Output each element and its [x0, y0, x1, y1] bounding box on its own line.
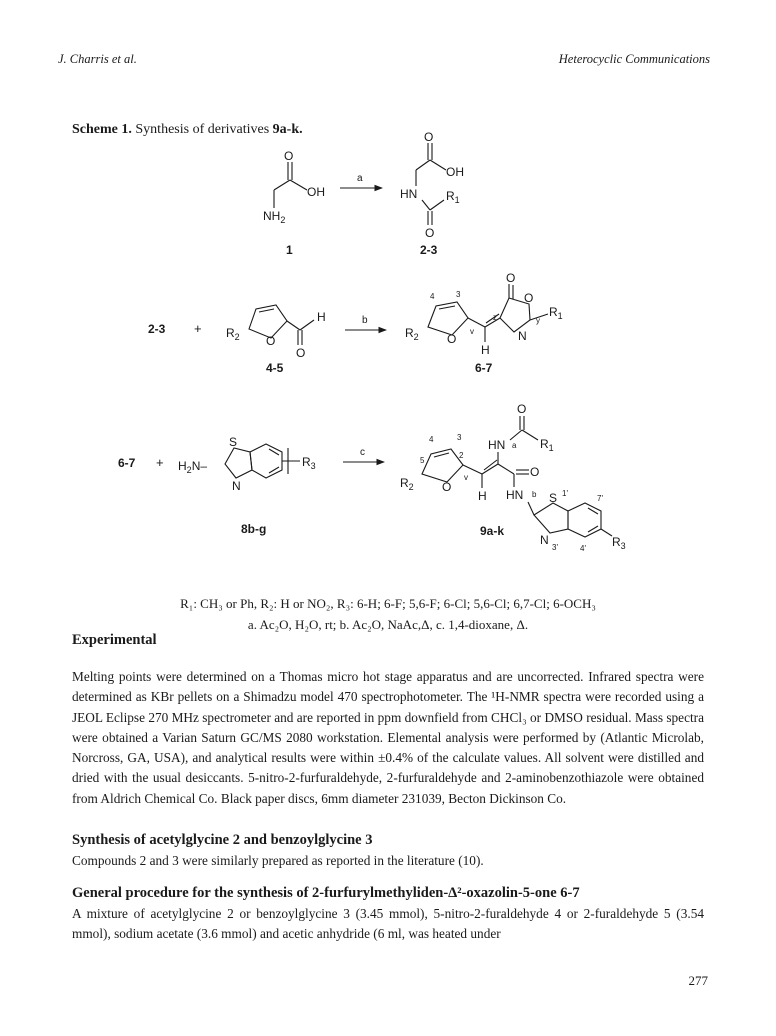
svg-text:O: O [442, 480, 452, 494]
svg-text:O: O [424, 130, 434, 144]
svg-text:O: O [506, 271, 516, 285]
running-header-journal: Heterocyclic Communications [558, 52, 710, 66]
svg-text:4': 4' [580, 544, 586, 553]
svg-text:3: 3 [456, 290, 461, 299]
svg-text:H: H [481, 343, 490, 357]
scheme-caption-text: Synthesis of derivatives [131, 122, 273, 137]
general-procedure-paragraph [72, 904, 704, 945]
svg-text:3: 3 [457, 433, 462, 442]
svg-text:4: 4 [429, 435, 434, 444]
oxazolone-structure [405, 271, 563, 357]
compound-label-4-5: 4-5 [266, 361, 284, 375]
scheme-caption-label: Scheme 1. [72, 122, 132, 137]
svg-text:R2: $R_2$ [405, 326, 419, 342]
benzothiazole-amide-structure [400, 402, 626, 553]
svg-text:O: O [266, 334, 276, 348]
svg-text:S: S [549, 491, 558, 505]
svg-text:S: S [229, 435, 238, 449]
svg-text:N: N [518, 329, 527, 343]
plus-sign-row2: + [194, 321, 202, 336]
acylglycine-structure [400, 130, 464, 240]
svg-text:R1: $R_1$ [446, 189, 460, 205]
svg-text:R3: $R_3$ [612, 535, 626, 551]
svg-text:OH: OH [446, 165, 464, 179]
general-procedure-heading: General procedure for the synthesis of 2-furfurylmethyliden-Δ²-oxazolin-5-one 6-7 [72, 885, 580, 901]
svg-text:z: z [493, 313, 497, 322]
svg-text:R3: $R_3$ [302, 455, 316, 471]
general-procedure-text: A mixture of acetylglycine 2 or benzoylglycine 3 (3.45 mmol), 5-nitro-2-furaldehyde 4 or 2-furaldehyde 5 (3.54 mmol), sodium acetate (3.6 mmol) and acetic anhydride (6 ml, was heated under [72, 906, 704, 942]
svg-text:b: b [532, 490, 537, 499]
glycine-structure [263, 149, 325, 225]
experimental-heading: Experimental [72, 632, 157, 648]
compound-label-9a-k: 9a-k [480, 524, 505, 538]
svg-text:v: v [470, 327, 474, 336]
svg-text:5: 5 [420, 456, 425, 465]
svg-text:N: N [232, 479, 241, 493]
scheme-legend-substituents: R₁: CH₃ or Ph, R₂: H or NO₂, R₃: 6-H; 6-F; 5,6-F; 6-Cl; 5,6-Cl; 6,7-Cl; 6-OCH₃ [180, 596, 596, 611]
experimental-paragraph [72, 667, 704, 809]
plus-sign-row3: + [156, 455, 164, 470]
svg-text:R1: $R_1$ [549, 305, 563, 321]
acetylglycine-heading: Synthesis of acetylglycine 2 and benzoylglycine 3 [72, 832, 373, 848]
svg-text:O: O [296, 346, 306, 360]
svg-text:4: 4 [430, 292, 435, 301]
svg-text:3': 3' [552, 543, 558, 552]
scheme-caption-compounds: 9a-k. [272, 122, 303, 137]
svg-text:R2: $R_2$ [226, 326, 240, 342]
reactant-label-2-3: 2-3 [148, 322, 166, 336]
arrow-label-c: c [360, 447, 365, 458]
aminobenzothiazole-structure [178, 435, 316, 493]
svg-text:v: v [464, 473, 468, 482]
svg-text:O: O [284, 149, 294, 163]
arrow-label-b: b [362, 315, 368, 326]
svg-text:HN: HN [506, 488, 524, 502]
svg-text:H: H [317, 310, 326, 324]
svg-text:O: O [530, 465, 540, 479]
svg-text:H: H [478, 489, 487, 503]
svg-text:1': 1' [562, 489, 568, 498]
acetylglycine-paragraph [72, 851, 704, 871]
svg-text:O: O [447, 332, 457, 346]
compound-label-6-7: 6-7 [475, 361, 493, 375]
running-header-authors: J. Charris et al. [58, 52, 137, 66]
furaldehyde-structure [226, 305, 326, 360]
svg-text:O: O [524, 291, 534, 305]
svg-text:H2N–: $H_2N-$ [178, 459, 208, 475]
reactant-label-6-7: 6-7 [118, 456, 136, 470]
svg-text:R2: $R_2$ [400, 476, 414, 492]
svg-text:2: 2 [459, 451, 464, 460]
svg-text:NH2: $NH_2$ [263, 209, 286, 225]
page-number: 277 [688, 973, 708, 988]
svg-text:7': 7' [597, 494, 603, 503]
svg-text:y: y [536, 316, 540, 325]
svg-text:OH: OH [307, 185, 325, 199]
svg-text:HN: HN [400, 187, 418, 201]
svg-text:HN: HN [488, 438, 506, 452]
compound-label-8b-g: 8b-g [241, 522, 267, 536]
svg-text:a: a [512, 441, 517, 450]
svg-text:R1: $R_1$ [540, 437, 554, 453]
svg-text:N: N [540, 533, 549, 547]
compound-label-1: 1 [286, 243, 293, 257]
scheme-legend-conditions: a. Ac₂O, H₂O, rt; b. Ac₂O, NaAc,Δ, c. 1,4-dioxane, Δ. [247, 617, 529, 632]
svg-text:O: O [517, 402, 527, 416]
svg-text:O: O [425, 226, 435, 240]
experimental-text: Melting points were determined on a Thomas micro hot stage apparatus and are uncorrected. Infrared spectra were determined as KBr pellets on a Shimadzu model 470 spectrophotometer. The ¹H-NMR spectra were recorded using a JEOL Eclipse 270 MHz spectrometer and are reported in ppm downfield from CHCl₃ or DMSO residual. Mass spectra were obtained a Varian Saturn GC/MS 2080 workstation. Elemental analysis were performed by (Atlantic Microlab, Norcross, GA, USA), and analytical results were within ±0.4% of the calculate values. All solvent were distilled and dried with the usual desiccants. 5-nitro-2-furfuraldehyde, 2-furfuraldehyde and 2-aminobenzothiazole were obtained from Aldrich Chemical Co. Black paper discs, 6mm diameter 231039, Becton Dickinson Co. [72, 669, 704, 806]
acetylglycine-text: Compounds 2 and 3 were similarly prepared as reported in the literature (10). [72, 853, 484, 868]
compound-label-2-3: 2-3 [420, 243, 438, 257]
arrow-label-a: a [357, 173, 363, 184]
